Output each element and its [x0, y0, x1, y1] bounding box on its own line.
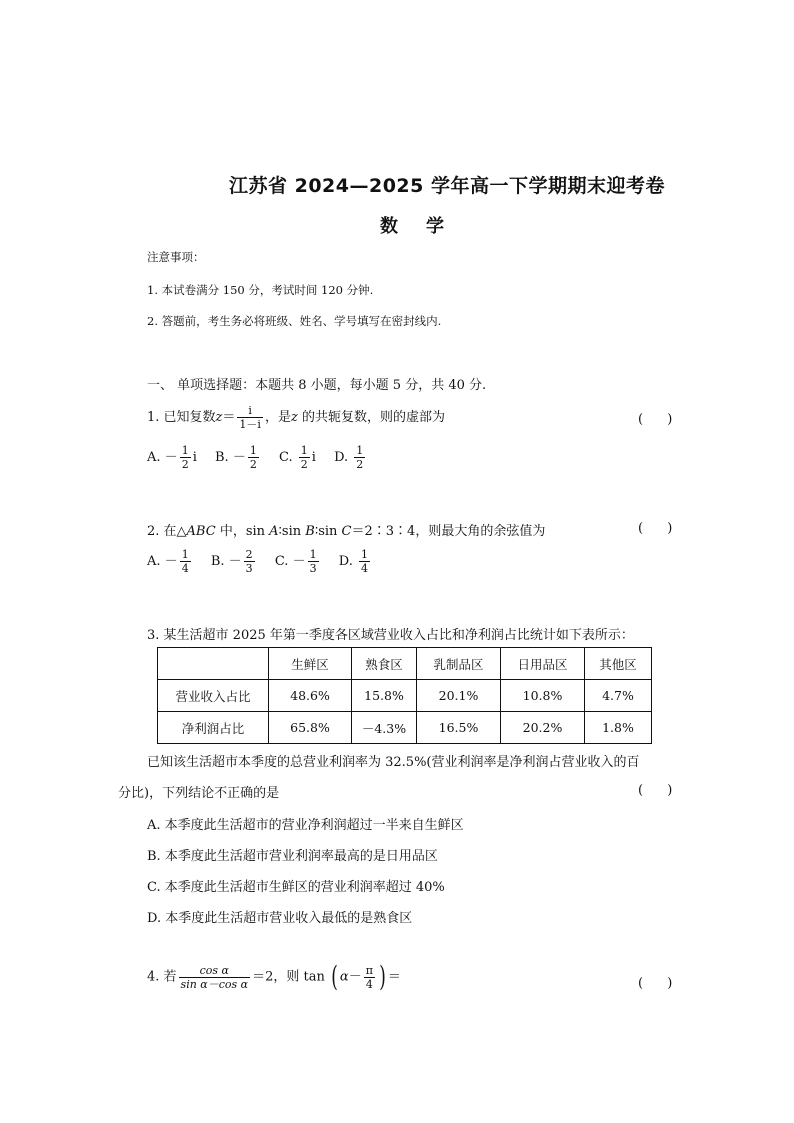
frac-num: 1	[181, 548, 189, 561]
subject-title: 数学	[380, 216, 472, 237]
table-cell: 20.2%	[501, 712, 585, 744]
option-sign: －	[228, 554, 242, 569]
q3-option-b[interactable]: B. 本季度此生活超市营业利润率最高的是日用品区	[147, 849, 438, 864]
frac-den: 2	[249, 458, 257, 471]
table-row	[158, 712, 652, 744]
q2-triangle: ABC	[186, 524, 216, 539]
q2-text-c: ＝2∶3∶4，则最大角的余弦值为	[351, 524, 546, 539]
q1-answer-paren: ( )	[638, 412, 673, 427]
option-sign: －	[164, 450, 178, 465]
table-cell: 48.6%	[269, 680, 352, 712]
option-fraction	[359, 548, 370, 575]
q2-options	[147, 548, 386, 575]
q4-pi-fraction	[364, 964, 375, 991]
q1-option-d[interactable]	[334, 444, 367, 471]
option-sign: －	[164, 554, 178, 569]
option-tail: i	[192, 450, 197, 465]
q1-var: z	[215, 410, 223, 425]
frac-num: 1	[360, 548, 368, 561]
q1-mid: ，	[264, 410, 278, 425]
table-cell: 65.8%	[269, 712, 352, 744]
q2-option-b[interactable]	[211, 548, 257, 575]
frac-den: 4	[181, 562, 189, 575]
q2-option-a[interactable]	[147, 548, 193, 575]
option-label: D.	[334, 450, 349, 465]
q4-minus: －	[348, 969, 362, 985]
q2-option-c[interactable]	[275, 548, 321, 575]
table-header-cell: 其他区	[585, 648, 652, 680]
q1-suffix: 的共轭复数，则	[297, 410, 393, 425]
option-label: A.	[147, 450, 161, 465]
table-cell: 4.7%	[585, 680, 652, 712]
option-label: B.	[215, 450, 229, 465]
q2-answer-paren: ( )	[638, 521, 673, 536]
table-cell: 1.8%	[585, 712, 652, 744]
frac-num: 1	[249, 444, 257, 457]
question-4-stem	[147, 960, 401, 993]
table-header-cell	[158, 648, 269, 680]
q4-mid: ＝2，则 tan	[252, 969, 325, 985]
frac-num: 2	[245, 548, 253, 561]
notice-heading: 注意事项：	[147, 250, 205, 264]
frac-den: 3	[245, 562, 253, 575]
q2-text-a: 2. 在△	[147, 524, 187, 539]
q4-suffix: ＝	[387, 969, 401, 985]
statistics-table	[157, 647, 652, 744]
q4-prefix: 4. 若	[147, 969, 177, 985]
table-header-cell: 日用品区	[501, 648, 585, 680]
table-cell: －4.3%	[352, 712, 417, 744]
table-header-cell: 熟食区	[352, 648, 417, 680]
table-header-row	[158, 648, 652, 680]
table-header-cell: 生鲜区	[269, 648, 352, 680]
question-1-stem	[147, 404, 445, 431]
option-tail: i	[311, 450, 316, 465]
q1-var2: z	[290, 410, 298, 425]
q2-sep-2: ∶sin	[314, 524, 342, 539]
table-cell: 营业收入占比	[158, 680, 269, 712]
table-row	[158, 680, 652, 712]
q4-pi-den: 4	[365, 977, 373, 991]
option-sign: －	[292, 554, 306, 569]
q1-options	[147, 444, 381, 471]
option-fraction	[248, 444, 259, 471]
option-label: C.	[274, 554, 289, 569]
q4-answer-paren: ( )	[638, 976, 673, 991]
frac-num: 1	[300, 444, 308, 457]
option-fraction	[180, 444, 191, 471]
table-cell: 15.8%	[352, 680, 417, 712]
frac-den: 2	[356, 458, 364, 471]
left-paren-icon: (	[331, 960, 338, 993]
q4-frac-num: cos α	[179, 964, 251, 978]
option-fraction	[180, 548, 191, 575]
table-header-cell: 乳制品区	[417, 648, 501, 680]
q1-frac-den: 1－i	[239, 418, 261, 431]
right-paren-icon: )	[379, 960, 386, 993]
q3-option-d[interactable]: D. 本季度此生活超市营业收入最低的是熟食区	[147, 911, 413, 926]
q1-conj-text: 是	[277, 410, 291, 425]
question-2-stem	[147, 520, 545, 539]
option-sign: －	[232, 450, 246, 465]
frac-num: 1	[181, 444, 189, 457]
option-fraction	[299, 444, 310, 471]
q4-alpha: α	[339, 969, 349, 985]
question-3-intro: 3. 某生活超市 2025 年第一季度各区域营业收入占比和净利润占比统计如下表所示：	[147, 628, 634, 643]
frac-den: 3	[309, 562, 317, 575]
option-label: D.	[338, 554, 353, 569]
option-label: C.	[278, 450, 293, 465]
q3-para-line-2: 分比)，下列结论不正确的是	[118, 786, 280, 801]
q1-option-c[interactable]	[279, 444, 316, 471]
frac-num: 1	[356, 444, 364, 457]
q4-frac-den: sin α－cos α	[180, 977, 249, 991]
option-fraction	[308, 548, 319, 575]
q4-fraction	[179, 964, 251, 991]
q1-prefix: 1. 已知复数	[147, 410, 216, 425]
frac-num: 1	[309, 548, 317, 561]
q2-option-d[interactable]	[339, 548, 372, 575]
exam-title: 江苏省 2024—2025 学年高一下学期期末迎考卷	[229, 175, 665, 197]
q3-para-line-1: 已知该生活超市本季度的总营业利润率为 32.5%(营业利润率是净利润占营业收入的百	[147, 755, 640, 770]
q3-option-c[interactable]: C. 本季度此生活超市生鲜区的营业利润率超过 40%	[147, 880, 445, 895]
q3-answer-paren: ( )	[638, 783, 673, 798]
option-label: B.	[210, 554, 225, 569]
q2-angle-c: C	[341, 524, 352, 539]
q2-sep-1: ∶sin	[278, 524, 306, 539]
q1-option-b[interactable]	[215, 444, 261, 471]
table-cell: 净利润占比	[158, 712, 269, 744]
q1-option-a[interactable]	[147, 444, 197, 471]
option-fraction	[244, 548, 255, 575]
q1-eq: ＝	[222, 410, 236, 425]
option-fraction	[354, 444, 365, 471]
option-label: A.	[147, 554, 161, 569]
q1-frac-num: i	[237, 404, 263, 418]
q2-text-b: 中，sin	[215, 524, 270, 539]
q4-pi-num: π	[365, 963, 373, 977]
table-cell: 20.1%	[417, 680, 501, 712]
q3-option-a[interactable]: A. 本季度此生活超市的营业净利润超过一半来自生鲜区	[147, 818, 464, 833]
notice-item-2: 2. 答题前，考生务必将班级、姓名、学号填写在密封线内.	[147, 314, 442, 328]
q1-suffix2: 的虚部为	[392, 410, 445, 425]
table-cell: 16.5%	[417, 712, 501, 744]
frac-den: 2	[181, 458, 189, 471]
section-heading: 一、 单项选择题：本题共 8 小题，每小题 5 分，共 40 分.	[147, 378, 487, 393]
q2-angle-a: A	[269, 524, 279, 539]
notice-item-1: 1. 本试卷满分 150 分，考试时间 120 分钟.	[147, 283, 374, 297]
table-cell: 10.8%	[501, 680, 585, 712]
frac-den: 4	[360, 562, 368, 575]
q2-angle-b: B	[305, 524, 315, 539]
frac-den: 2	[300, 458, 308, 471]
q1-fraction	[237, 404, 263, 431]
